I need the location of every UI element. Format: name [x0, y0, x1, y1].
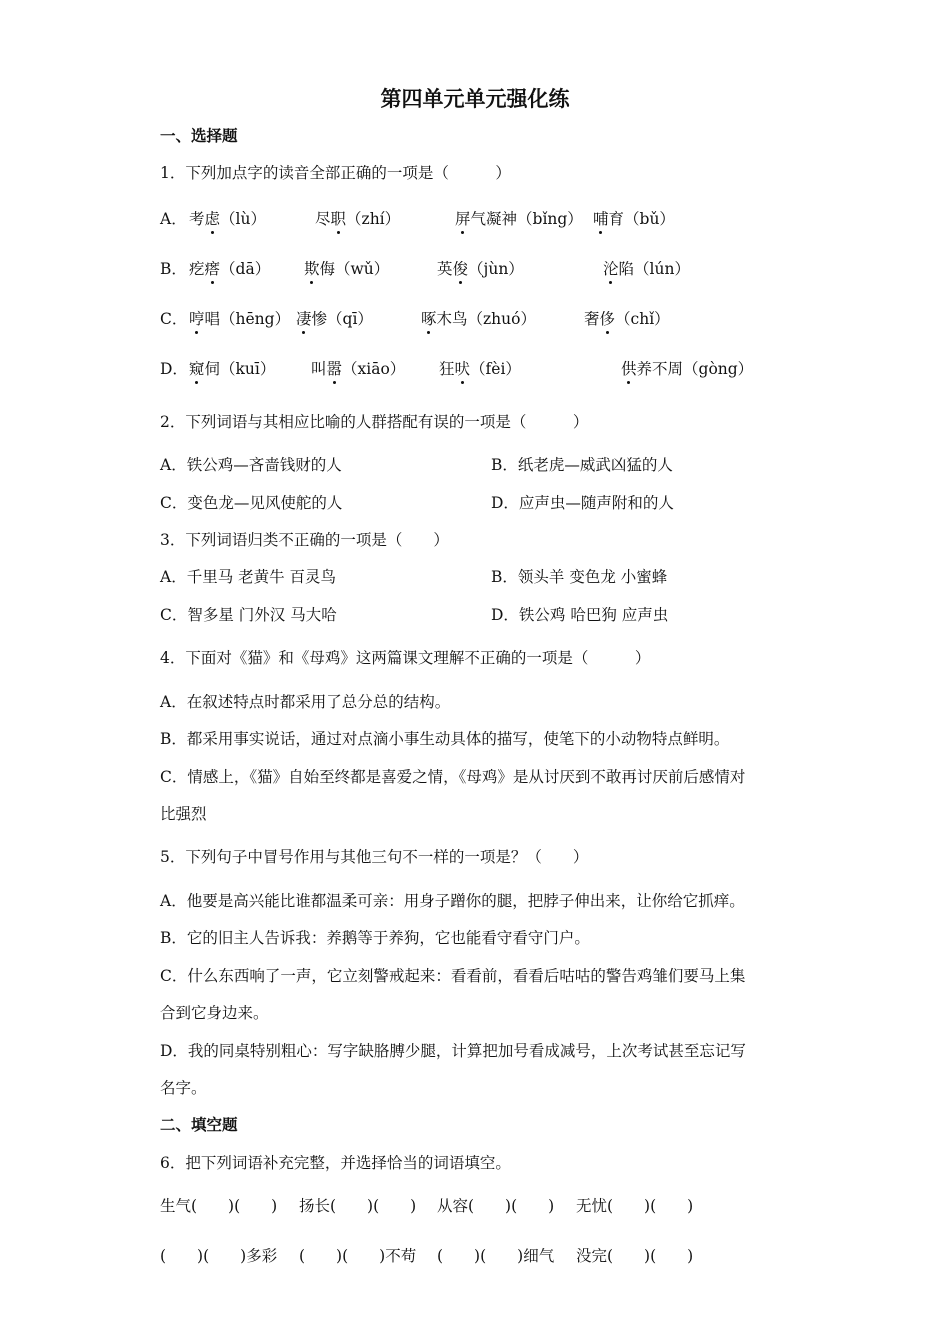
question-2-option-d: D．应声虫—随声附和的人 — [491, 494, 674, 512]
option-item: 疙瘩（dā） — [189, 260, 271, 278]
option-item: 沦陷（lún） — [603, 260, 690, 278]
question-4-option-a: A．在叙述特点时都采用了总分总的结构。 — [160, 693, 451, 711]
question-4-stem: 4．下面对《猫》和《母鸡》这两篇课文理解不正确的一项是（ ） — [160, 649, 651, 667]
option-label: D． — [160, 360, 188, 378]
option-item: 哼唱（hēng） — [189, 310, 291, 328]
fill-blank-item[interactable]: ( )( )不苟 — [299, 1247, 417, 1265]
fill-blank-item[interactable]: ( )( )细气 — [437, 1247, 555, 1265]
question-3-stem: 3．下列词语归类不正确的一项是（ ） — [160, 531, 449, 549]
question-3-option-d: D．铁公鸡 哈巴狗 应声虫 — [491, 606, 669, 624]
question-4-option-b: B．都采用事实说话，通过对点滴小事生动具体的描写，使笔下的小动物特点鲜明。 — [160, 730, 730, 748]
question-2-option-c: C．变色龙—见风使舵的人 — [160, 494, 343, 512]
question-5-option-b: B．它的旧主人告诉我：养鹅等于养狗，它也能看守看守门户。 — [160, 929, 590, 947]
option-item: 屏气凝神（bǐng） — [455, 210, 583, 228]
option-item: 窥伺（kuī） — [189, 360, 276, 378]
option-item: 英俊（jùn） — [437, 260, 524, 278]
section-heading-choice: 一、选择题 — [160, 126, 238, 145]
question-6-stem: 6．把下列词语补充完整，并选择恰当的词语填空。 — [160, 1154, 511, 1172]
question-3-option-b: B．领头羊 变色龙 小蜜蜂 — [491, 568, 668, 586]
question-2-option-b: B．纸老虎—威武凶猛的人 — [491, 456, 673, 474]
option-label: C． — [160, 310, 188, 328]
question-1-stem: 1．下列加点字的读音全部正确的一项是（ ） — [160, 164, 511, 182]
question-3-option-a: A．千里马 老黄牛 百灵鸟 — [160, 568, 337, 586]
question-4-option-c: C．情感上，《猫》自始至终都是喜爱之情，《母鸡》是从讨厌到不敢再讨厌前后感情对 — [160, 768, 746, 786]
option-item: 供养不周（gòng） — [621, 360, 754, 378]
option-item: 奢侈（chǐ） — [584, 310, 670, 328]
question-5-stem: 5．下列句子中冒号作用与其他三句不一样的一项是？（ ） — [160, 848, 589, 866]
option-item: 凄惨（qī） — [296, 310, 373, 328]
option-item: 尽职（zhí） — [315, 210, 401, 228]
page-title: 第四单元单元强化练 — [380, 86, 570, 111]
option-item: 哺育（bǔ） — [593, 210, 675, 228]
question-2-option-a: A．铁公鸡—吝啬钱财的人 — [160, 456, 342, 474]
option-item: 考虑（lù） — [189, 210, 266, 228]
fill-blank-item[interactable]: 扬长( )( ) — [299, 1197, 417, 1215]
question-5-option-c: C．什么东西响了一声，它立刻警戒起来：看看前，看看后咕咕的警告鸡雏们要马上集 — [160, 967, 746, 985]
option-item: 啄木鸟（zhuó） — [421, 310, 536, 328]
fill-blank-item[interactable]: 从容( )( ) — [437, 1197, 555, 1215]
question-5-option-a: A．他要是高兴能比谁都温柔可亲：用身子蹭你的腿，把脖子伸出来，让你给它抓痒。 — [160, 892, 745, 910]
option-label: B． — [160, 260, 187, 278]
option-item: 狂吠（fèi） — [439, 360, 521, 378]
fill-blank-item[interactable]: 没完( )( ) — [576, 1247, 694, 1265]
option-item: 叫嚣（xiāo） — [311, 360, 406, 378]
question-3-option-c: C．智多星 门外汉 马大哈 — [160, 606, 337, 624]
fill-blank-item[interactable]: 生气( )( ) — [160, 1197, 278, 1215]
question-2-stem: 2．下列词语与其相应比喻的人群搭配有误的一项是（ ） — [160, 413, 589, 431]
fill-blank-item[interactable]: 无忧( )( ) — [576, 1197, 694, 1215]
option-label: A． — [160, 210, 187, 228]
option-item: 欺侮（wǔ） — [304, 260, 390, 278]
question-5-option-d: D．我的同桌特别粗心：写字缺胳膊少腿，计算把加号看成减号，上次考试甚至忘记写 — [160, 1042, 746, 1060]
question-4-option-c-continued: 比强烈 — [160, 805, 207, 823]
question-5-option-d-continued: 名字。 — [160, 1079, 207, 1097]
section-heading-fill: 二、填空题 — [160, 1115, 238, 1134]
question-5-option-c-continued: 合到它身边来。 — [160, 1004, 269, 1022]
fill-blank-item[interactable]: ( )( )多彩 — [160, 1247, 278, 1265]
